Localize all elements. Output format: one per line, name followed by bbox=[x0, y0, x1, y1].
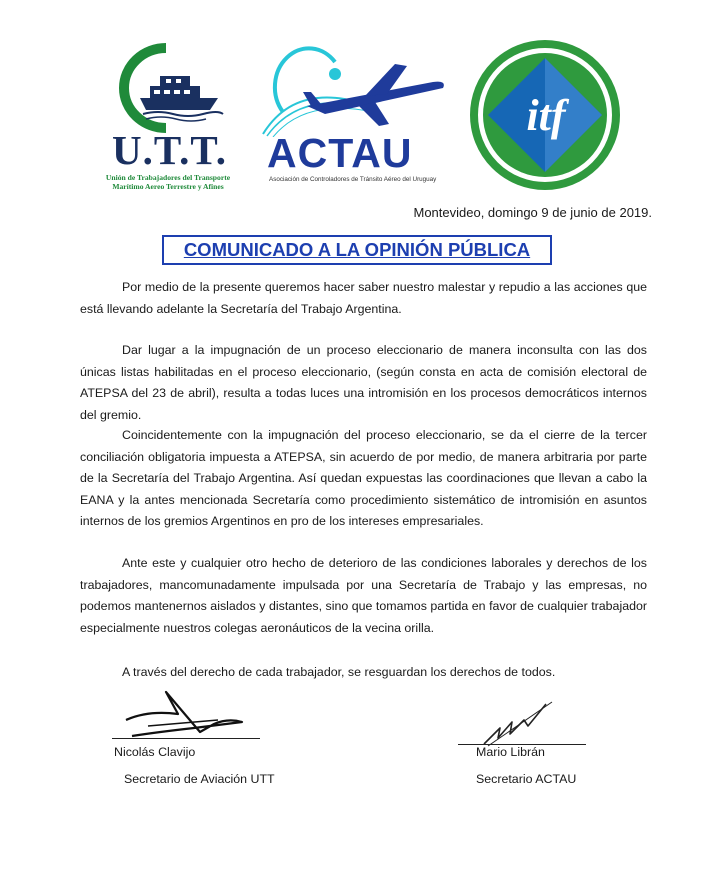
actau-name: ACTAU bbox=[267, 130, 413, 176]
page-title-text: COMUNICADO A LA OPINIÓN PÚBLICA bbox=[183, 239, 531, 260]
itf-name: itf bbox=[526, 91, 566, 140]
paragraph-4: Ante este y cualquier otro hecho de deterioro de las condiciones laborales y derechos de los trabajadores, mancomunadamente impulsada por una Secretaría de Trabajo y las empresas, no podemos mantenernos aislados y distantes, sino que tomamos partida en favor de cualquier trabajador especialmente nuestros colegas aeronáuticos de la vecina orilla. bbox=[80, 556, 647, 635]
utt-name: U.T.T. bbox=[112, 127, 227, 173]
paragraph-5: A través del derecho de cada trabajador, se resguardan los derechos de todos. bbox=[122, 665, 556, 679]
utt-emblem-icon bbox=[98, 40, 258, 140]
page-title bbox=[162, 235, 552, 265]
paragraph-3: Coincidentemente con la impugnación del proceso eleccionario, se da el cierre de la tercer conciliación obligatoria impuesta a ATEPSA, sin acuerdo de por medio, de manera arbitraria por parte de la Secretaría del Trabajo Argentina. Así quedan expuestas las coordinaciones que llevan a cabo la EANA y la antes mencionada Secretaría como procedimiento sistemático de intromisión en asuntos internos de los gremios Argentinos en pro de los intereses empresariales. bbox=[80, 428, 647, 528]
paragraph-1: Por medio de la presente queremos hacer saber nuestro malestar y repudio a las acciones que está llevando adelante la Secretaría del Trabajo Argentina. bbox=[80, 280, 647, 316]
signature-1-icon bbox=[118, 680, 258, 742]
actau-emblem-icon bbox=[255, 42, 460, 137]
actau-subtitle: Asociación de Controladores de Tránsito Aéreo del Uruguay bbox=[269, 176, 437, 183]
letter-date: Montevideo, domingo 9 de junio de 2019. bbox=[413, 205, 652, 220]
itf-emblem-icon bbox=[470, 40, 620, 190]
itf-logo bbox=[470, 40, 620, 190]
utt-logo bbox=[98, 40, 258, 200]
signature-2-icon bbox=[478, 698, 558, 750]
signature-line-1 bbox=[112, 738, 260, 739]
signatory-1-role: Secretario de Aviación UTT bbox=[124, 772, 275, 786]
paragraph-2: Dar lugar a la impugnación de un proceso eleccionario de manera inconsulta con las dos únicas listas habilitadas en el proceso eleccionario, (según consta en acta de comisión electoral de ATEPSA del 23 de abril), resulta a todas luces una intromisión en los procesos democráticos internos del gremio. bbox=[80, 343, 647, 422]
signatory-1-name: Nicolás Clavijo bbox=[114, 745, 196, 759]
utt-subtitle-2: Marítimo Aereo Terrestre y Afines bbox=[112, 182, 224, 191]
signatory-2-role: Secretario ACTAU bbox=[476, 772, 577, 786]
utt-subtitle-1: Unión de Trabajadores del Transporte bbox=[105, 173, 231, 182]
signatory-2-name: Mario Librán bbox=[476, 745, 545, 759]
actau-logo bbox=[255, 42, 460, 192]
